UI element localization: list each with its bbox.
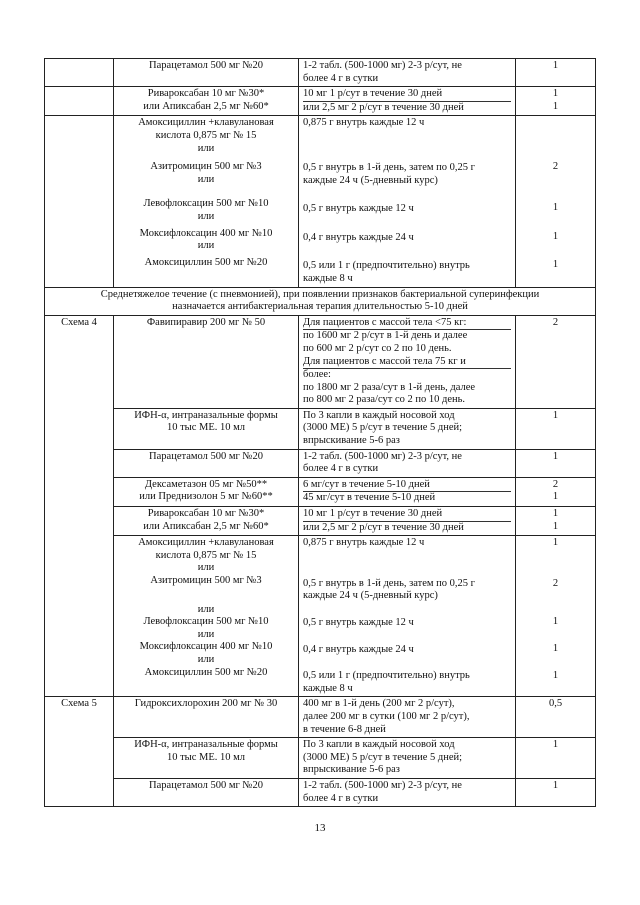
dose-line: или 2,5 мг 2 р/сут в течение 30 дней (303, 101, 464, 113)
dose-line: 0,5 или 1 г (предпочтительно) внутрь (303, 670, 470, 682)
dose-line: каждые 8 ч (303, 682, 353, 694)
dose-line: 0,5 г внутрь в 1-й день, затем по 0,25 г (303, 161, 475, 173)
drug-cell (114, 738, 299, 779)
qty-value: 1 (552, 450, 559, 462)
drug-cell (114, 507, 299, 536)
drug-cell (114, 116, 299, 287)
qty-cell (516, 87, 596, 116)
qty-value: 2 (552, 577, 559, 589)
qty-value: 1 (552, 779, 559, 791)
dose-line: (3000 МЕ) 5 р/сут в течение 5 дней; (303, 751, 463, 763)
dose-line: 1-2 табл. (500-1000 мг) 2-3 р/сут, не (303, 60, 462, 71)
drug-line: кислота 0,875 мг № 15 (155, 549, 257, 561)
dose-line: более 4 г в сутки (303, 72, 379, 84)
drug-line: или Апиксабан 2,5 мг №60* (143, 100, 269, 112)
scheme-cell (45, 116, 114, 287)
dose-line: 0,875 г внутрь каждые 12 ч (303, 117, 425, 129)
prescription-table (44, 58, 596, 807)
drug-cell (114, 408, 299, 449)
section-header-line: назначается антибактериальная терапия длительностью 5-10 дней (172, 301, 468, 313)
dose-line: 0,5 г внутрь каждые 12 ч (303, 203, 414, 215)
drug-line: Парацетамол 500 мг №20 (149, 779, 263, 791)
dose-line: Для пациентов с массой тела 75 кг и (303, 356, 511, 370)
drug-line: 10 тыс МЕ. 10 мл (166, 422, 246, 434)
table-row (45, 536, 596, 697)
dose-cell (299, 87, 516, 116)
table-row (45, 315, 596, 408)
table-row (45, 697, 596, 738)
drug-cell (114, 59, 299, 87)
dose-line: 0,4 г внутрь каждые 24 ч (303, 231, 414, 243)
drug-line: Гидроксихлорохин 200 мг № 30 (134, 698, 278, 710)
qty-value: 2 (552, 478, 559, 490)
dose-line: по 600 мг 2 р/сут со 2 по 10 день. (303, 342, 452, 354)
drug-line: или (197, 210, 215, 222)
drug-cell (114, 87, 299, 116)
dose-cell (299, 315, 516, 408)
qty-value: 1 (552, 88, 559, 100)
drug-line: или (197, 173, 215, 185)
dose-line: более 4 г в сутки (303, 792, 379, 804)
drug-line: 10 тыс МЕ. 10 мл (166, 751, 246, 763)
drug-line: ИФН-α, интраназальные формы (134, 409, 278, 421)
qty-cell (516, 738, 596, 779)
dose-line: более 4 г в сутки (303, 463, 379, 475)
dose-line: далее 200 мг в сутки (100 мг 2 р/сут), (303, 710, 470, 722)
dose-line: по 1600 мг 2 р/сут в 1-й день и далее (303, 330, 468, 342)
qty-cell (516, 408, 596, 449)
dose-line: каждые 24 ч (5-дневный курс) (303, 174, 438, 186)
table-row (45, 507, 596, 536)
qty-value: 1 (552, 259, 559, 271)
qty-cell (516, 507, 596, 536)
qty-value: 1 (552, 508, 559, 520)
qty-value: 1 (552, 739, 559, 751)
drug-line: или Апиксабан 2,5 мг №60* (143, 520, 269, 532)
drug-line: Амоксициллин 500 мг №20 (144, 666, 268, 678)
table-row (45, 287, 596, 315)
qty-cell (516, 778, 596, 806)
scheme-label: Схема 5 (45, 697, 114, 807)
drug-line: Азитромицин 500 мг №3 (150, 161, 262, 173)
dose-cell (299, 697, 516, 738)
drug-line: Фавипиравир 200 мг № 50 (146, 316, 266, 328)
qty-value: 2 (552, 161, 559, 173)
dose-cell (299, 536, 516, 697)
qty-value: 1 (552, 669, 559, 681)
dose-line: более: (303, 369, 331, 381)
dose-line: 10 мг 1 р/сут в течение 30 дней (303, 508, 511, 522)
drug-line: Азитромицин 500 мг №3 (150, 575, 262, 586)
dose-line: впрыскивание 5-6 раз (303, 435, 400, 447)
qty-value: 1 (552, 643, 559, 654)
dose-line: 400 мг в 1-й день (200 мг 2 р/сут), (303, 698, 455, 710)
dose-cell (299, 477, 516, 506)
table-row (45, 778, 596, 806)
qty-cell (516, 536, 596, 697)
drug-line: Амоксициллин +клавулановая (138, 117, 274, 129)
drug-cell (114, 778, 299, 806)
dose-cell (299, 116, 516, 287)
section-header (45, 287, 596, 315)
drug-line: Левофлоксацин 500 мг №10 (143, 616, 269, 628)
dose-line: 6 мг/сут в течение 5-10 дней (303, 479, 511, 493)
table-row (45, 116, 596, 287)
section-header-line: Среднетяжелое течение (с пневмонией), при появлении признаков бактериальной суперинфекции (100, 288, 540, 300)
scheme-cell (45, 87, 114, 116)
qty-value: 2 (552, 316, 559, 328)
qty-cell (516, 116, 596, 287)
dose-line: 0,5 г внутрь в 1-й день, затем по 0,25 г (303, 577, 475, 589)
dose-line: каждые 24 ч (5-дневный курс) (303, 590, 438, 602)
drug-cell (114, 536, 299, 697)
dose-cell (299, 778, 516, 806)
dose-cell (299, 59, 516, 87)
drug-line: или (197, 603, 215, 615)
qty-cell (516, 697, 596, 738)
drug-line: ИФН-α, интраназальные формы (134, 739, 278, 751)
dose-line: по 800 мг 2 раза/сут со 2 по 10 день. (303, 394, 466, 406)
drug-line: Парацетамол 500 мг №20 (149, 60, 263, 71)
qty-value: 1 (552, 537, 559, 549)
scheme-label: Схема 4 (45, 315, 114, 697)
qty-value: 1 (552, 100, 559, 112)
table-row (45, 477, 596, 506)
drug-line: Ривароксабан 10 мг №30* (147, 88, 265, 100)
drug-line: или Преднизолон 5 мг №60** (139, 491, 273, 503)
qty-value: 1 (552, 230, 559, 242)
dose-line: впрыскивание 5-6 раз (303, 764, 400, 776)
dose-line: 0,5 г внутрь каждые 12 ч (303, 617, 414, 628)
table-row (45, 87, 596, 116)
qty-value: 1 (552, 60, 559, 71)
drug-cell (114, 449, 299, 477)
drug-line: Парацетамол 500 мг №20 (149, 450, 263, 462)
qty-value: 1 (552, 616, 559, 628)
drug-line: или (197, 562, 215, 574)
drug-line: Амоксициллин +клавулановая (138, 537, 274, 549)
dose-line: каждые 8 ч (303, 272, 353, 284)
qty-value: 0,5 (548, 698, 563, 710)
dose-line: 45 мг/сут в течение 5-10 дней (303, 492, 436, 504)
dose-cell (299, 738, 516, 779)
dose-line: 1-2 табл. (500-1000 мг) 2-3 р/сут, не (303, 779, 462, 791)
qty-cell (516, 449, 596, 477)
drug-line: кислота 0,875 мг № 15 (155, 129, 257, 141)
qty-value: 1 (552, 520, 559, 532)
page-number: 13 (314, 822, 326, 834)
drug-line: Дексаметазон 05 мг №50** (144, 478, 268, 490)
qty-cell (516, 477, 596, 506)
drug-line: или (197, 653, 215, 665)
drug-line: Ривароксабан 10 мг №30* (147, 508, 265, 520)
drug-line: или (197, 240, 215, 252)
dose-line: Для пациентов с массой тела <75 кг: (303, 317, 511, 331)
dose-line: (3000 МЕ) 5 р/сут в течение 5 дней; (303, 422, 463, 434)
drug-line: Моксифлоксацин 400 мг №10 (139, 641, 273, 653)
dose-line: 0,875 г внутрь каждые 12 ч (303, 537, 425, 549)
table-row (45, 408, 596, 449)
drug-line: Моксифлоксацин 400 мг №10 (139, 227, 273, 239)
dose-line: По 3 капли в каждый носовой ход (303, 409, 455, 421)
qty-value: 1 (552, 201, 559, 213)
qty-cell (516, 315, 596, 408)
drug-line: Амоксициллин 500 мг №20 (144, 256, 268, 268)
drug-line: или (197, 142, 215, 154)
drug-cell (114, 697, 299, 738)
dose-line: или 2,5 мг 2 р/сут в течение 30 дней (303, 521, 464, 533)
qty-cell (516, 59, 596, 87)
dose-line: по 1800 мг 2 раза/сут в 1-й день, далее (303, 381, 476, 393)
table-row (45, 59, 596, 87)
dose-cell (299, 449, 516, 477)
dose-cell (299, 408, 516, 449)
dose-line: 0,4 г внутрь каждые 24 ч (303, 643, 414, 655)
dose-line: 0,5 или 1 г (предпочтительно) внутрь (303, 260, 470, 272)
dose-line: По 3 капли в каждый носовой ход (303, 739, 455, 751)
table-row (45, 449, 596, 477)
drug-cell (114, 315, 299, 408)
dose-line: в течение 6-8 дней (303, 723, 386, 735)
dose-cell (299, 507, 516, 536)
drug-line: или (197, 628, 215, 640)
drug-line: Левофлоксацин 500 мг №10 (143, 198, 269, 210)
dose-line: 1-2 табл. (500-1000 мг) 2-3 р/сут, не (303, 450, 462, 462)
dose-line: 10 мг 1 р/сут в течение 30 дней (303, 88, 511, 102)
scheme-cell (45, 59, 114, 87)
qty-value: 1 (552, 409, 559, 421)
drug-cell (114, 477, 299, 506)
qty-value: 1 (552, 491, 559, 503)
table-row (45, 738, 596, 779)
